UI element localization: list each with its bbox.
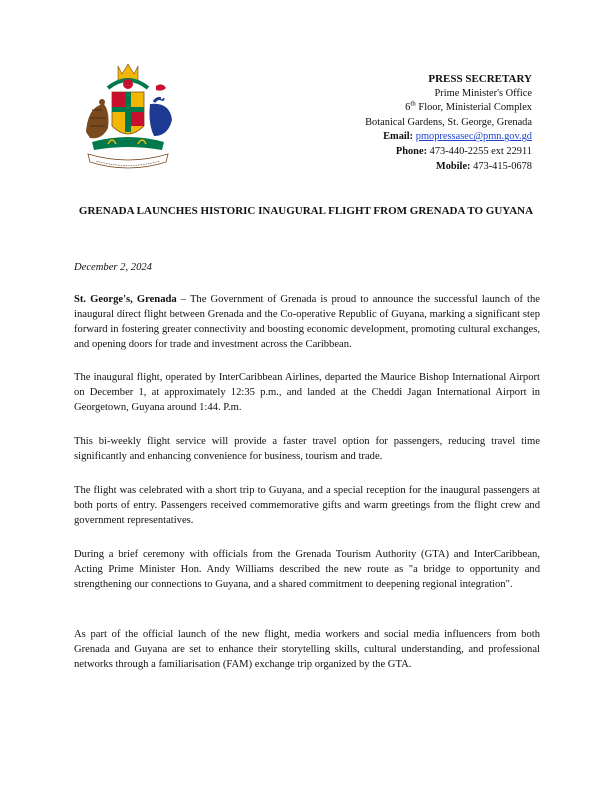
- phone-number: 473-440-2255 ext 22911: [429, 145, 532, 157]
- mobile-label: Mobile:: [435, 160, 474, 172]
- paragraph-4: The flight was celebrated with a short trip to Guyana, and a special reception for the inaugural passengers at both ports of entry. Passengers received commemorative gifts and warm greetings from the flight crew and government representatives.: [74, 485, 540, 527]
- floor-line: [272, 101, 532, 116]
- press-secretary-title: PRESS SECRETARY: [428, 73, 532, 85]
- paragraph-1-text: – The Government of Grenada is proud to announce the successful launch of the inaugural direct flight between Grenada and the Co-operative Republic of Guyana, marking a significant step forward in fostering greater connectivity and boosting economic development, promoting cultural exchanges, and opening doors for trade and investment across the Caribbean.: [74, 294, 540, 351]
- release-date: December 2, 2024: [74, 262, 152, 273]
- mobile-line: [272, 160, 532, 175]
- floor-suffix: th: [410, 99, 416, 108]
- office-name: Prime Minister's Office: [434, 87, 532, 99]
- phone-label: Phone:: [395, 145, 430, 157]
- paragraph-1: [74, 292, 540, 352]
- email-line: [272, 130, 532, 145]
- letterhead-block: [272, 72, 532, 174]
- floor-text: Floor, Ministerial Complex: [415, 102, 532, 114]
- email-label: Email:: [383, 131, 416, 143]
- floor-number: 6: [405, 102, 411, 114]
- address-line: Botanical Gardens, St. George, Grenada: [365, 116, 532, 128]
- mobile-number: 473-415-0678: [473, 160, 532, 172]
- dateline: St. George's, Grenada: [74, 294, 177, 305]
- paragraph-6: As part of the official launch of the new flight, media workers and social media influencers from both Grenada and Guyana are set to enhance their storytelling skills, cultural understanding, and professional networks through a familiarisation (FAM) exchange trip organized by the GTA.: [74, 629, 540, 671]
- grenada-coat-of-arms: [78, 62, 178, 182]
- coat-of-arms-icon: [78, 62, 178, 182]
- phone-line: [272, 145, 532, 160]
- paragraph-2: The inaugural flight, operated by InterCaribbean Airlines, departed the Maurice Bishop International Airport on December 1, at approximately 12:35 p.m., and landed at the Cheddi Jagan International Airport in Georgetown, Guyana around 1:44. P.m.: [74, 372, 540, 414]
- paragraph-5: During a brief ceremony with officials from the Grenada Tourism Authority (GTA) and InterCaribbean, Acting Prime Minister Hon. Andy Williams described the new route as "a bridge to opportunity and strengthening our connections to Guyana, and a shared commitment to deepening regional integration".: [74, 549, 540, 591]
- press-release-headline: GRENADA LAUNCHES HISTORIC INAUGURAL FLIGHT FROM GRENADA TO GUYANA: [78, 205, 534, 217]
- email-link[interactable]: pmopressasec@pmn.gov.gd: [415, 131, 532, 143]
- paragraph-3: This bi-weekly flight service will provide a faster travel option for passengers, reducing travel time significantly and enhancing convenience for business, tourism and trade.: [74, 436, 540, 463]
